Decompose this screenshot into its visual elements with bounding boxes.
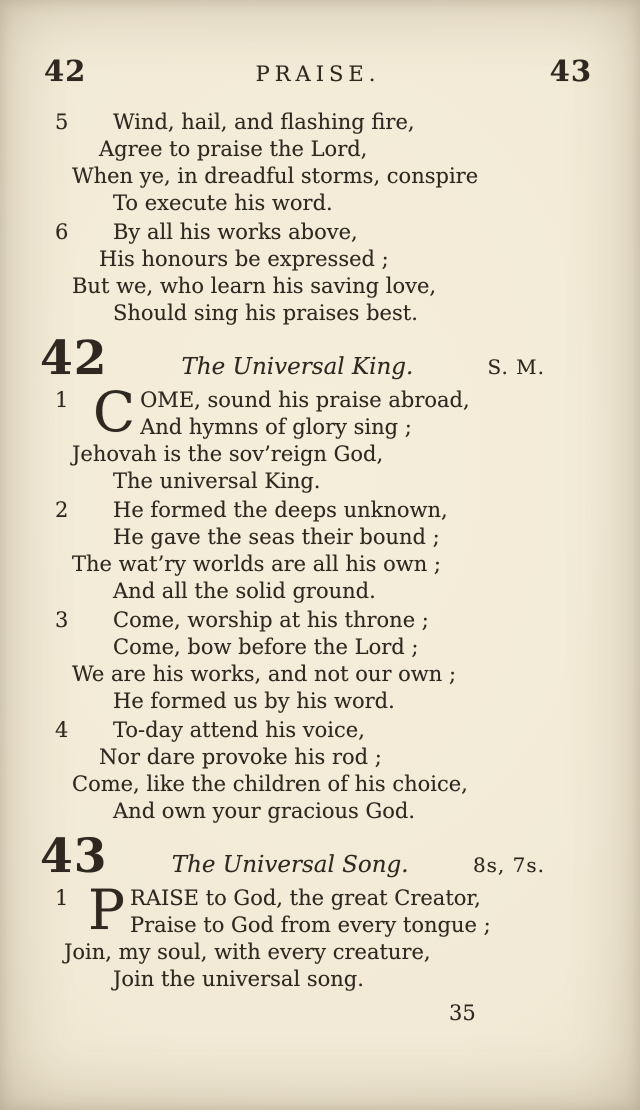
verse-line: Should sing his praises best. [113, 301, 418, 325]
verse-line: Come, worship at his throne ; [113, 608, 429, 632]
verse-line: By all his works above, [113, 220, 358, 244]
verse-line: And all the solid ground. [113, 579, 376, 603]
verse-line: Praise to God from every tongue ; [130, 913, 491, 937]
verse-line: Nor dare provoke his rod ; [99, 745, 382, 769]
verse-line: OME, sound his praise abroad, [140, 388, 470, 412]
verse-number: 2 [55, 498, 69, 522]
verse-line: To execute his word. [113, 191, 333, 215]
verse-line: Join the universal song. [113, 967, 364, 991]
verse-line: But we, who learn his saving love, [72, 274, 437, 298]
page-header [0, 0, 640, 88]
verse-line: RAISE to God, the great Creator, [130, 886, 481, 910]
hymn-42-verse-4 [0, 717, 640, 825]
verse-line: He gave the seas their bound ; [113, 525, 440, 549]
footer-page-number: 35 [449, 1001, 476, 1025]
verse-line: Come, like the children of his choice, [72, 772, 468, 796]
hymn-43-verse-1 [0, 878, 640, 993]
drop-cap-row [0, 380, 640, 444]
continued-verse-6 [0, 219, 640, 327]
verse-number: 4 [55, 718, 69, 742]
hymn-43-heading [0, 828, 640, 885]
continued-verse-5 [0, 109, 640, 217]
verse-line: And hymns of glory sing ; [140, 415, 412, 439]
verse-line: He formed us by his word. [113, 689, 395, 713]
hymn-42-verse-2 [0, 497, 640, 605]
verse-number: 1 [55, 886, 69, 910]
verse-line: Come, bow before the Lord ; [113, 635, 419, 659]
hymn-42-verse-3 [0, 607, 640, 715]
verse-line: Agree to praise the Lord, [99, 137, 368, 161]
drop-cap-letter: P [88, 878, 126, 942]
drop-cap-lines [130, 885, 491, 939]
verse-line: The wat’ry worlds are all his own ; [72, 552, 441, 576]
verse-line: Jehovah is the sov’reign God, [72, 442, 384, 466]
hymn-number: 42 [40, 331, 108, 386]
verse-number: 1 [55, 388, 69, 412]
hymn-42-verse-1 [0, 380, 640, 495]
running-title: PRAISE. [255, 62, 381, 86]
drop-cap-row [0, 878, 640, 942]
verse-line: We are his works, and not our own ; [72, 662, 457, 686]
verse-line: Join, my soul, with every creature, [64, 940, 431, 964]
hymn-number: 43 [40, 829, 108, 884]
verse-line: When ye, in dreadful storms, conspire [72, 164, 479, 188]
hymn-42-heading [0, 330, 640, 387]
verse-number: 6 [55, 220, 69, 244]
drop-cap-letter: C [93, 380, 136, 444]
hymn-title: The Universal King. [181, 354, 414, 380]
verse-number: 5 [55, 110, 69, 134]
verse-line: He formed the deeps unknown, [113, 498, 448, 522]
hymn-meter: S. M. [487, 355, 545, 379]
hymn-meter: 8s, 7s. [472, 853, 545, 877]
verse-line: Wind, hail, and flashing fire, [113, 110, 415, 134]
verse-line: The universal King. [113, 469, 321, 493]
verse-line: And own your gracious God. [113, 799, 416, 823]
verse-number: 3 [55, 608, 69, 632]
verse-line: To-day attend his voice, [113, 718, 365, 742]
verse-line: His honours be expressed ; [99, 247, 389, 271]
left-page-number: 42 [44, 54, 87, 88]
drop-cap-lines [140, 387, 470, 441]
hymn-title: The Universal Song. [171, 852, 409, 878]
right-page-number: 43 [549, 54, 592, 88]
